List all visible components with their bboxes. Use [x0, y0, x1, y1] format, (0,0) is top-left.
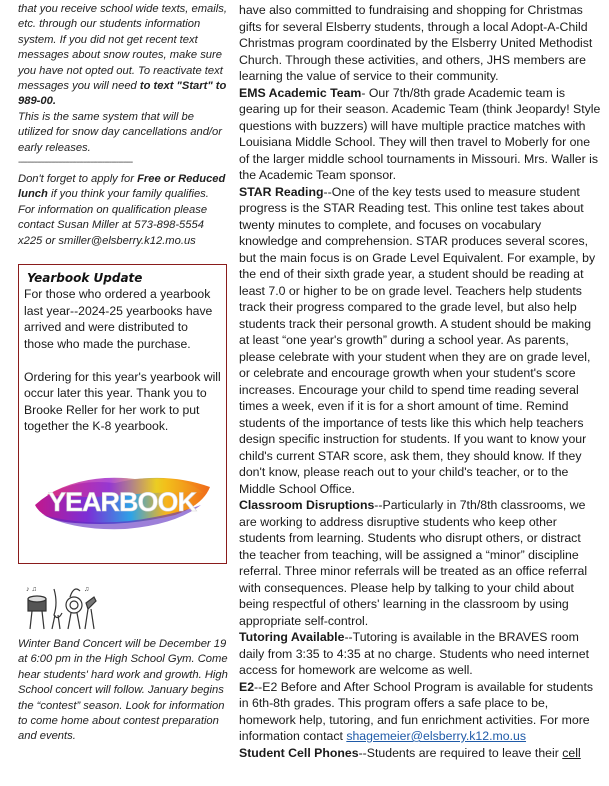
- section-separator: --: [323, 184, 332, 199]
- lunch-notice: [18, 172, 228, 249]
- yearbook-brushstroke-graphic: [25, 465, 220, 535]
- section-separator: --: [344, 630, 353, 644]
- texts-notice: [18, 2, 228, 249]
- section-cell-phones: [239, 745, 601, 762]
- yearbook-paragraph-2: Ordering for this year's yearbook will occur later this year. Thank you to Brooke Reller for her work to put together the K-8 yearbook.: [24, 369, 221, 433]
- section-separator: --: [374, 498, 383, 512]
- section-star-reading: [239, 184, 601, 498]
- marching-band-icon: [22, 583, 102, 635]
- section-e2: [239, 679, 601, 745]
- svg-text:YEARBOOK: YEARBOOK: [47, 487, 197, 517]
- lunch-notice-bold: Free or Reduced lunch: [18, 173, 226, 201]
- section-heading: Student Cell Phones: [239, 745, 359, 760]
- section-heading: EMS Academic Team: [239, 85, 362, 100]
- band-concert-text: Winter Band Concert will be December 19 at 6:00 pm in the High School Gym. Come hear students' hard work and growth. High School concert will follow. January begins the “contest” season. Look for information to come home about contest preparation and events.: [18, 638, 228, 743]
- underlined-word: cell: [562, 745, 581, 760]
- section-body: One of the key tests used to measure student progress is the STAR Reading test. This online test takes about twenty minutes to complete, and focuses on vocabulary knowledge and comprehension. STAR produces several scores, but the main focus is on Grade Level Equivalent. For example, by the end of their sixth grade year, a student should be reading at least 7.0 or higher to be on grade level. Teachers help students track their progress compared to the grade level, but also help students track their personal growth. A student should be making at least “one year's growth” during a school year. As parents, please celebrate with your student when they are on grade level, or celebrate and encourage growth when your student's score increases. Encourage your child to spend time reading several times a week, even if it is for a short amount of time. Remind students of the importance of tests like this which help teachers design specific instruction for students. If you want to know your child's current STAR score, ask them, they should know. If they don't know, please reach out to your child's teacher, or to the Middle School Office.: [239, 184, 596, 496]
- yearbook-paragraph-1: For those who ordered a yearbook last year--2024-25 yearbooks have arrived and were distributed to those who made the purchase.: [24, 287, 213, 351]
- jhs-continued-text: have also committed to fundraising and shopping for Christmas gifts for several Elsberry students, through a local Adopt-A-Child Christmas program coordinated by the Elsberry United Methodist Church. Through these activities, and others, JHS members are learning the value of service to their community.: [239, 3, 593, 83]
- section-heading: Tutoring Available: [239, 630, 345, 644]
- right-column: [239, 2, 601, 761]
- band-concert-notice: [18, 637, 230, 745]
- yearbook-title: Yearbook Update: [27, 271, 143, 285]
- section-body: --E2 Before and After School Program is available for students in 6th-8th grades. This program offers a safe place to be, homework help, tutoring, and fun enrichment activities. For more information contact: [239, 679, 594, 743]
- section-body: Our 7th/8th grade Academic team is gearing up for their season. Academic Team (think Jeopardy! Style questions with buzzers) will have multiple practice matches with Louisiana Middle School. They will then travel to Moberly for one of the larger middle school tournaments in Missouri. Mrs. Waller is the Academic Team sponsor.: [239, 85, 601, 182]
- texts-notice-outro: This is the same system that will be utilized for snow day cancellations and/or early releases.: [18, 110, 222, 154]
- yearbook-update-box: [18, 264, 227, 564]
- svg-text:♪ ♫: ♪ ♫: [26, 586, 37, 593]
- section-separator: -: [361, 85, 369, 100]
- section-heading: E2: [239, 679, 255, 694]
- section-divider: -------------------------------------------------: [18, 158, 133, 169]
- section-heading: STAR Reading: [239, 184, 324, 199]
- svg-text:♫: ♫: [84, 586, 90, 593]
- texts-notice-instruction: to text "Start" to 989-00.: [18, 80, 227, 108]
- section-heading: Classroom Disruptions: [239, 498, 375, 512]
- section-tutoring: [239, 629, 601, 679]
- yearbook-banner-image: [25, 465, 220, 535]
- section-classroom-disruptions: [239, 497, 601, 629]
- lunch-notice-rest: if you think your family qualifies. For information on qualification please contact Susan Miller at 573-898-5554 x225 or smiller@elsberry.k12.mo.us: [18, 188, 209, 247]
- lunch-notice-lead: Don't forget to apply for: [18, 173, 138, 186]
- section-body: --Students are required to leave their: [358, 745, 563, 760]
- section-academic-team: [239, 85, 601, 184]
- email-link[interactable]: shagemeier@elsberry.k12.mo.us: [346, 729, 527, 743]
- left-column: [18, 2, 228, 249]
- section-body: Particularly in 7th/8th classrooms, we are working to address disruptive students who keep other students from learning. Students who disrupt others, or distract the teacher from teaching, will be assigned a “minor” discipline referral. Three minor referrals will be treated as an office referral with consequences. Please help by talking to your child about being respectful of others' learning in the classroom by using appropriate self-control.: [239, 498, 588, 628]
- texts-notice-intro: that you receive school wide texts, emails, etc. through our students information system. If you did not get recent text messages about snow routes, make sure you have not opted out. To reactivate text messages you will need: [18, 3, 227, 93]
- section-body: Tutoring is available in the BRAVES room daily from 3:35 to 4:35 at no charge. Students who need internet access for homework are welcome as well.: [239, 630, 590, 677]
